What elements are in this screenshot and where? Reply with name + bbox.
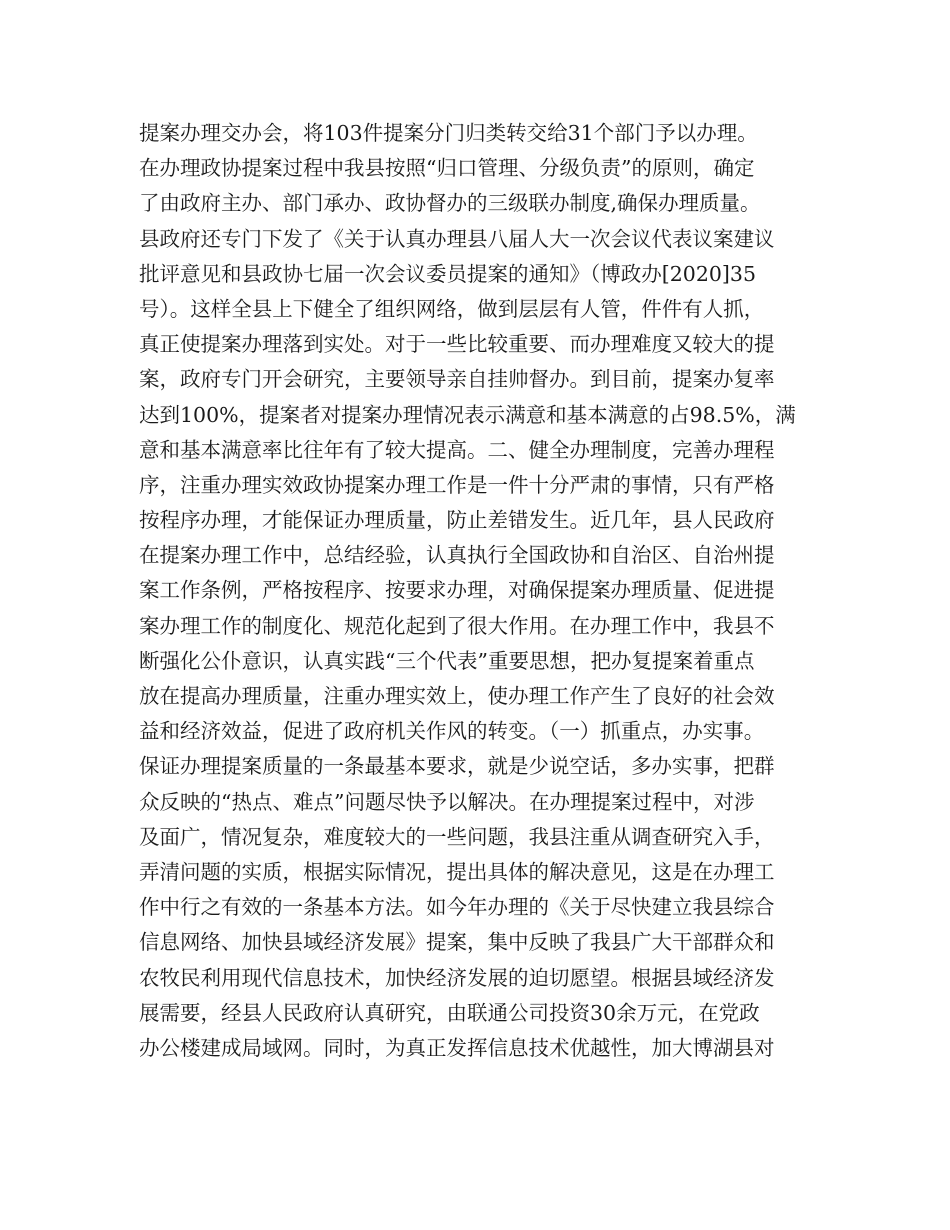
body-text xyxy=(139,116,819,1066)
text-line: 意和基本满意率比往年有了较大提高。二、健全办理制度，完善办理程 xyxy=(139,437,775,462)
text-line: 弄清问题的实质，根据实际情况，提出具体的解决意见，这是在办理工 xyxy=(139,859,775,884)
text-line: 保证办理提案质量的一条最基本要求，就是少说空话，多办实事，把群 xyxy=(139,754,775,779)
text-line: 信息网络、加快县域经济发展》提案，集中反映了我县广大干部群众和 xyxy=(139,930,775,955)
text-line: 案，政府专门开会研究，主要领导亲自挂帅督办。到目前，提案办复率 xyxy=(139,367,775,392)
text-line: 在办理政协提案过程中我县按照“归口管理、分级负责”的原则，确定 xyxy=(139,156,755,181)
text-line: 真正使提案办理落到实处。对于一些比较重要、而办理难度又较大的提 xyxy=(139,332,775,357)
text-line: 作中行之有效的一条基本方法。如今年办理的《关于尽快建立我县综合 xyxy=(139,895,775,920)
text-line: 案工作条例，严格按程序、按要求办理，对确保提案办理质量、促进提 xyxy=(139,578,775,603)
text-line: 案办理工作的制度化、规范化起到了很大作用。在办理工作中，我县不 xyxy=(139,613,775,638)
text-line: 按程序办理，才能保证办理质量，防止差错发生。近几年，县人民政府 xyxy=(139,508,775,533)
text-line: 在提案办理工作中，总结经验，认真执行全国政协和自治区、自治州提 xyxy=(139,543,775,568)
text-line: 序，注重办理实效政协提案办理工作是一件十分严肃的事情，只有严格 xyxy=(139,472,775,497)
text-line: 放在提高办理质量，注重办理实效上，使办理工作产生了良好的社会效 xyxy=(139,684,775,708)
text-line: 号）。这样全县上下健全了组织网络，做到层层有人管，件件有人抓， xyxy=(139,296,765,321)
text-line: 农牧民利用现代信息技术，加快经济发展的迫切愿望。根据县域经济发 xyxy=(139,965,775,990)
text-line: 益和经济效益，促进了政府机关作风的转变。（一）抓重点，办实事。 xyxy=(139,719,765,744)
text-line: 了由政府主办、部门承办、政协督办的三级联办制度,确保办理质量。 xyxy=(139,191,761,216)
text-line: 展需要，经县人民政府认真研究，由联通公司投资30余万元，在党政 xyxy=(139,1000,760,1025)
text-line: 众反映的“热点、难点”问题尽快予以解决。在办理提案过程中，对涉 xyxy=(139,789,755,814)
text-line: 达到100%，提案者对提案办理情况表示满意和基本满意的占98.5%，满 xyxy=(139,402,796,427)
text-line: 提案办理交办会，将103件提案分门归类转交给31个部门予以办理。 xyxy=(139,121,758,145)
text-line: 批评意见和县政协七届一次会议委员提案的通知》（博政办[2020]35 xyxy=(139,261,757,286)
text-line: 县政府还专门下发了《关于认真办理县八届人大一次会议代表议案建议 xyxy=(139,226,775,251)
text-line: 及面广，情况复杂，难度较大的一些问题，我县注重从调查研究入手， xyxy=(139,824,775,849)
text-line: 办公楼建成局域网。同时，为真正发挥信息技术优越性，加大博湖县对 xyxy=(139,1035,775,1060)
text-line: 断强化公仆意识，认真实践“三个代表”重要思想，把办复提案着重点 xyxy=(139,648,755,673)
